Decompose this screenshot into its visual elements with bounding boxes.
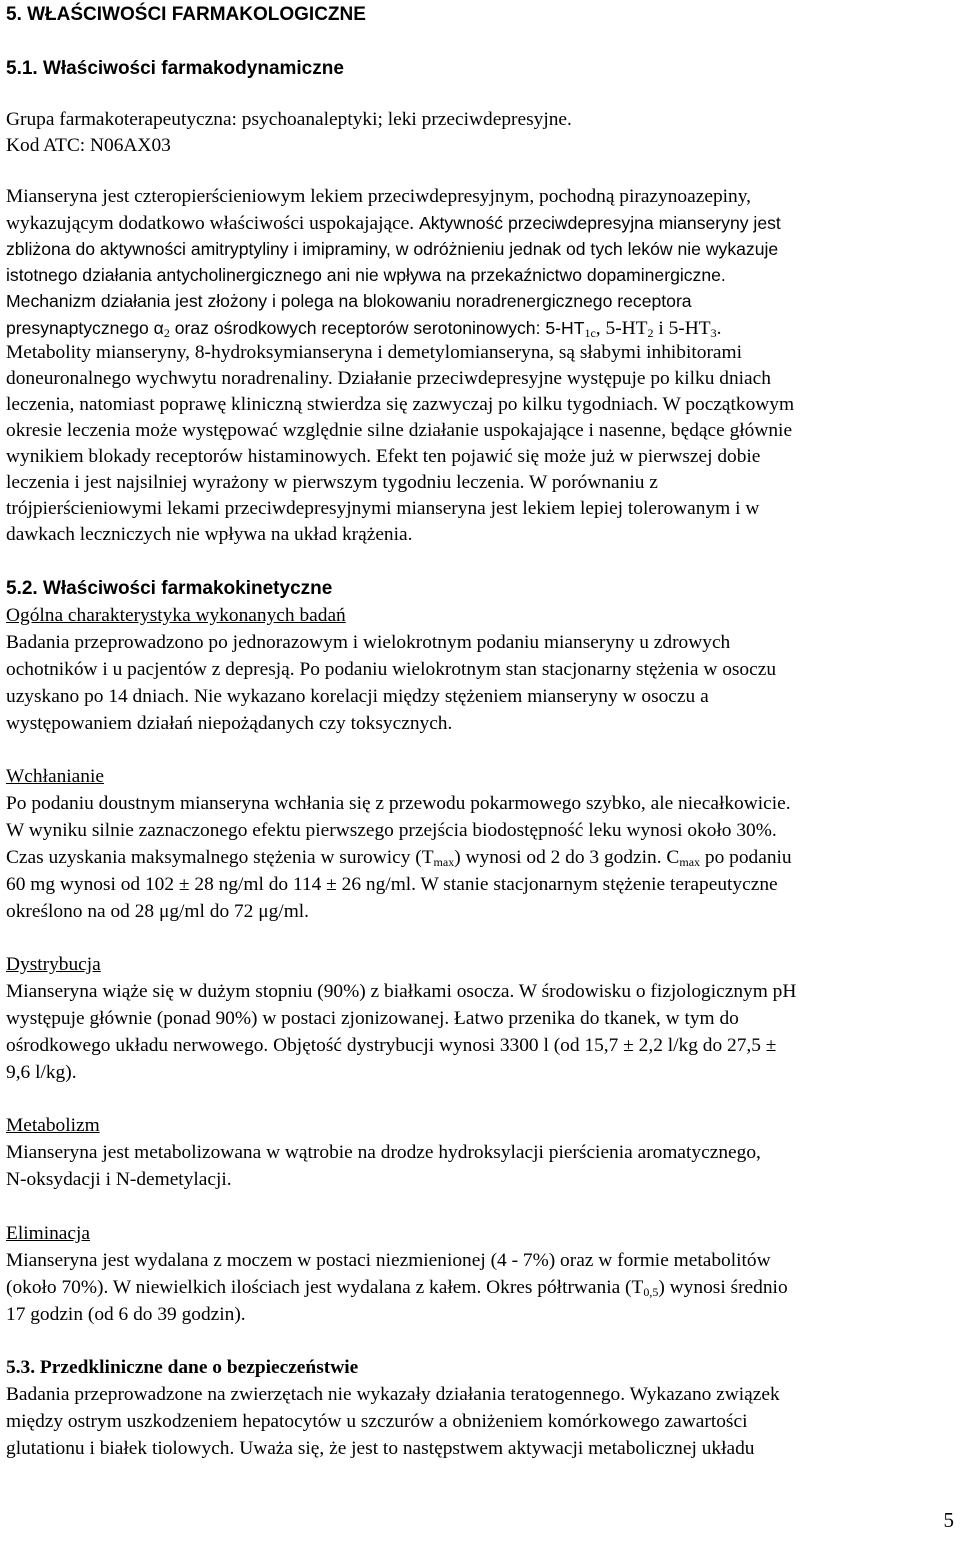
paragraph-heading-absorption: Wchłanianie <box>6 766 104 787</box>
text-line: doneuronalnego wychwytu noradrenaliny. Działanie przeciwdepresyjne występuje po kilku dniach <box>6 368 771 389</box>
text-line <box>6 316 721 341</box>
paragraph-heading-elimination: Eliminacja <box>6 1223 90 1244</box>
section-heading-5: 5. WŁAŚCIWOŚCI FARMAKOLOGICZNE <box>6 4 366 25</box>
text-line: występuje głównie (ponad 90%) w postaci zjonizowanej. Łatwo przenika do tkanek, w tym do <box>6 1008 739 1029</box>
text-line: Po podaniu doustnym mianseryna wchłania się z przewodu pokarmowego szybko, ale niecałkowicie. <box>6 793 791 814</box>
subscript: max <box>433 855 455 869</box>
text-line <box>6 211 781 236</box>
page-number: 5 <box>943 1508 954 1532</box>
subscript: 0,5 <box>643 1285 659 1299</box>
text-line: między ostrym uszkodzeniem hepatocytów u szczurów a obniżeniem komórkowego zawartości <box>6 1411 748 1432</box>
text-line: 9,6 l/kg). <box>6 1062 77 1083</box>
text-line: Mianseryna jest metabolizowana w wątrobie na drodze hydroksylacji pierścienia aromatycznego, <box>6 1142 761 1163</box>
subscript: max <box>679 855 701 869</box>
text-line: Badania przeprowadzone na zwierzętach nie wykazały działania teratogennego. Wykazano związek <box>6 1384 780 1405</box>
text-line: występowaniem działań niepożądanych czy toksycznych. <box>6 713 453 734</box>
text-line <box>6 1276 788 1300</box>
text-line: Mechanizm działania jest złożony i polega na blokowaniu noradrenergicznego receptora <box>6 291 692 311</box>
subscript: 2 <box>163 326 170 340</box>
text-run: presynaptycznego α <box>6 318 164 338</box>
text-run: ) wynosi średnio <box>658 1277 788 1298</box>
subsection-heading-5-2: 5.2. Właściwości farmakokinetyczne <box>6 578 333 599</box>
text-line: okresie leczenia może występować względnie silne działanie uspokajające i nasenne, będące głównie <box>6 420 793 441</box>
subsection-heading-5-1: 5.1. Właściwości farmakodynamiczne <box>6 58 344 79</box>
subscript: 2 <box>647 326 654 340</box>
text-line: 60 mg wynosi od 102 ± 28 ng/ml do 114 ± 26 ng/ml. W stanie stacjonarnym stężenie terapeutyczne <box>6 874 778 895</box>
text-line: dawkach leczniczych nie wpływa na układ krążenia. <box>6 524 413 545</box>
text-line: trójpierścieniowymi lekami przeciwdepresyjnymi mianseryna jest lekiem lepiej tolerowanym i w <box>6 498 760 519</box>
text-run: (około 70%). W niewielkich ilościach jest wydalana z kałem. Okres półtrwania (T <box>6 1277 644 1298</box>
text-line <box>6 846 792 870</box>
text-line: ośrodkowego układu nerwowego. Objętość dystrybucji wynosi 3300 l (od 15,7 ± 2,2 l/kg do 27,5 ± <box>6 1035 777 1056</box>
text-line: ochotników i u pacjentów z depresją. Po podaniu wielokrotnym stan stacjonarny stężenia w osoczu <box>6 659 777 680</box>
text-line: zbliżona do aktywności amitryptyliny i imipraminy, w odróżnieniu jednak od tych leków nie wykazuje <box>6 239 779 259</box>
text-run: i 5-HT <box>653 318 711 339</box>
text-line: Grupa farmakoterapeutyczna: psychoanaleptyki; leki przeciwdepresyjne. <box>6 109 572 130</box>
text-line: Mianseryna jest czteropierścieniowym lekiem przeciwdepresyjnym, pochodną pirazynoazepiny, <box>6 186 752 207</box>
text-line: leczenia i jest najsilniej wyrażony w pierwszym tygodniu leczenia. W porównaniu z <box>6 472 658 493</box>
text-run: oraz ośrodkowych receptorów serotoninowych: 5-HT <box>169 318 585 338</box>
text-line: Metabolity mianseryny, 8-hydroksymianseryna i demetylomianseryna, są słabymi inhibitorami <box>6 342 742 363</box>
text-line: określono na od 28 μg/ml do 72 μg/ml. <box>6 901 310 922</box>
text-line: leczenia, natomiast poprawę kliniczną stwierdza się zazwyczaj po kilku tygodniach. W początkowym <box>6 394 795 415</box>
text-line: uzyskano po 14 dniach. Nie wykazano korelacji między stężeniem mianseryny w osoczu a <box>6 686 709 707</box>
subscript: 1c <box>584 326 596 340</box>
text-run: , 5-HT <box>595 318 648 339</box>
paragraph-heading-metabolism: Metabolizm <box>6 1115 100 1136</box>
subscript: 3 <box>710 326 717 340</box>
text-run: ) wynosi od 2 do 3 godzin. C <box>454 847 680 868</box>
text-line: istotnego działania antycholinergicznego ani nie wpływa na przekaźnictwo dopaminergiczne. <box>6 265 726 285</box>
text-line: Badania przeprowadzono po jednorazowym i wielokrotnym podaniu mianseryny u zdrowych <box>6 632 731 653</box>
text-line: Mianseryna jest wydalana z moczem w postaci niezmienionej (4 - 7%) oraz w formie metabolitów <box>6 1250 771 1271</box>
text-line: 17 godzin (od 6 do 39 godzin). <box>6 1304 246 1325</box>
paragraph-heading-distribution: Dystrybucja <box>6 954 101 975</box>
text-run: wykazującym dodatkowo właściwości uspokajające. <box>6 213 415 234</box>
text-line: wynikiem blokady receptorów histaminowych. Efekt ten pojawić się może już w pierwszej dobie <box>6 446 761 467</box>
paragraph-heading-general: Ogólna charakterystyka wykonanych badań <box>6 605 346 626</box>
text-line: W wyniku silnie zaznaczonego efektu pierwszego przejścia biodostępność leku wynosi około 30%. <box>6 820 777 841</box>
text-run: Czas uzyskania maksymalnego stężenia w surowicy (T <box>6 847 434 868</box>
subsection-heading-5-3: 5.3. Przedkliniczne dane o bezpieczeństwie <box>6 1357 359 1378</box>
text-run: Aktywność przeciwdepresyjna mianseryny jest <box>419 213 781 233</box>
text-line: Kod ATC: N06AX03 <box>6 135 171 156</box>
text-line: N-oksydacji i N-demetylacji. <box>6 1169 232 1190</box>
text-run: . <box>716 318 722 339</box>
text-run: po podaniu <box>700 847 792 868</box>
text-line: Mianseryna wiąże się w dużym stopniu (90%) z białkami osocza. W środowisku o fizjologicznym pH <box>6 981 797 1002</box>
text-line: glutationu i białek tiolowych. Uważa się, że jest to następstwem aktywacji metabolicznej układu <box>6 1438 755 1459</box>
